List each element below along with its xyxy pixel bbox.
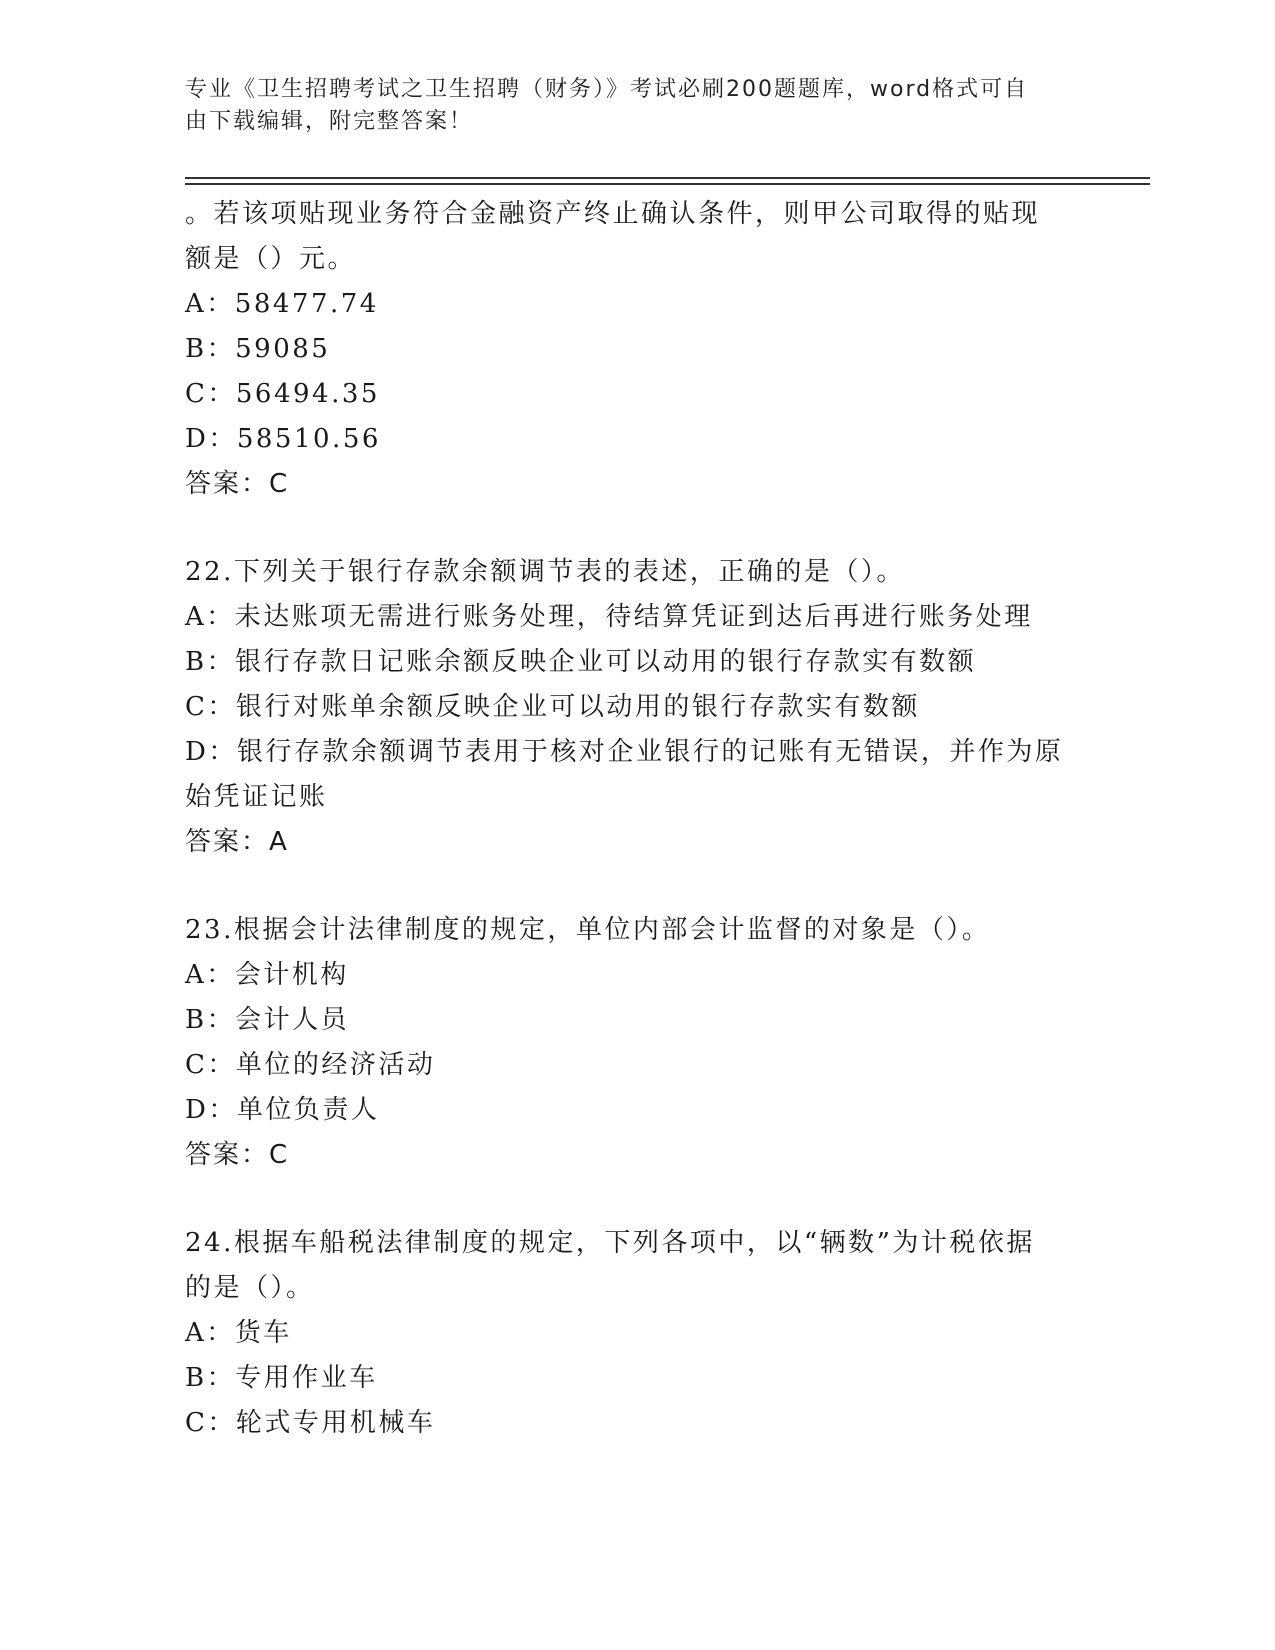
question-stem-line: 24.根据车船税法律制度的规定，下列各项中，以“辆数”为计税依据: [185, 1228, 1035, 1258]
answer-line: 答案：C: [185, 469, 290, 499]
option-d: D：58510.56: [185, 424, 381, 454]
question-gap: [185, 1178, 1065, 1221]
option-a: A：58477.74: [185, 289, 379, 319]
header-line-1: 专业《卫生招聘考试之卫生招聘（财务）》考试必刷200题题库，word格式可自: [185, 77, 1029, 102]
question-gap: [185, 507, 1065, 550]
header-divider-bottom: [185, 183, 1150, 185]
option-a: A：未达账项无需进行账务处理，待结算凭证到达后再进行账务处理: [185, 602, 1033, 632]
question-gap: [185, 865, 1065, 908]
option-c: C：56494.35: [185, 379, 380, 409]
question-stem-line: 的是（）。: [185, 1273, 315, 1303]
question-stem-line: 额是（）元。: [185, 244, 357, 274]
question-stem-line: 。若该项贴现业务符合金融资产终止确认条件，则甲公司取得的贴现: [185, 199, 1041, 229]
option-c: C：单位的经济活动: [185, 1050, 436, 1080]
answer-line: 答案：A: [185, 827, 289, 857]
option-b: B：会计人员: [185, 1005, 350, 1035]
option-b: B：专用作业车: [185, 1363, 378, 1393]
question-24: [185, 1221, 1065, 1446]
header-divider-top: [185, 177, 1150, 179]
answer-line: 答案：C: [185, 1140, 290, 1170]
option-c: C：轮式专用机械车: [185, 1408, 436, 1438]
option-b: B：59085: [185, 334, 331, 364]
document-header: [185, 74, 1065, 138]
option-b: B：银行存款日记账余额反映企业可以动用的银行存款实有数额: [185, 647, 977, 677]
question-stem-line: 23.根据会计法律制度的规定，单位内部会计监督的对象是（）。: [185, 915, 991, 945]
option-d-continued: 始凭证记账: [185, 782, 328, 812]
header-line-2: 由下载编辑，附完整答案！: [185, 109, 474, 134]
option-d: D：单位负责人: [185, 1095, 380, 1125]
question-content: [185, 192, 1065, 1446]
question-22: [185, 550, 1065, 865]
option-d: D：银行存款余额调节表用于核对企业银行的记账有无错误，并作为原: [185, 737, 1064, 767]
option-a: A：会计机构: [185, 960, 349, 990]
option-a: A：货车: [185, 1318, 292, 1348]
option-c: C：银行对账单余额反映企业可以动用的银行存款实有数额: [185, 692, 920, 722]
question-stem-line: 22.下列关于银行存款余额调节表的表述，正确的是（）。: [185, 557, 905, 587]
question-23: [185, 908, 1065, 1178]
question-21: [185, 192, 1065, 507]
